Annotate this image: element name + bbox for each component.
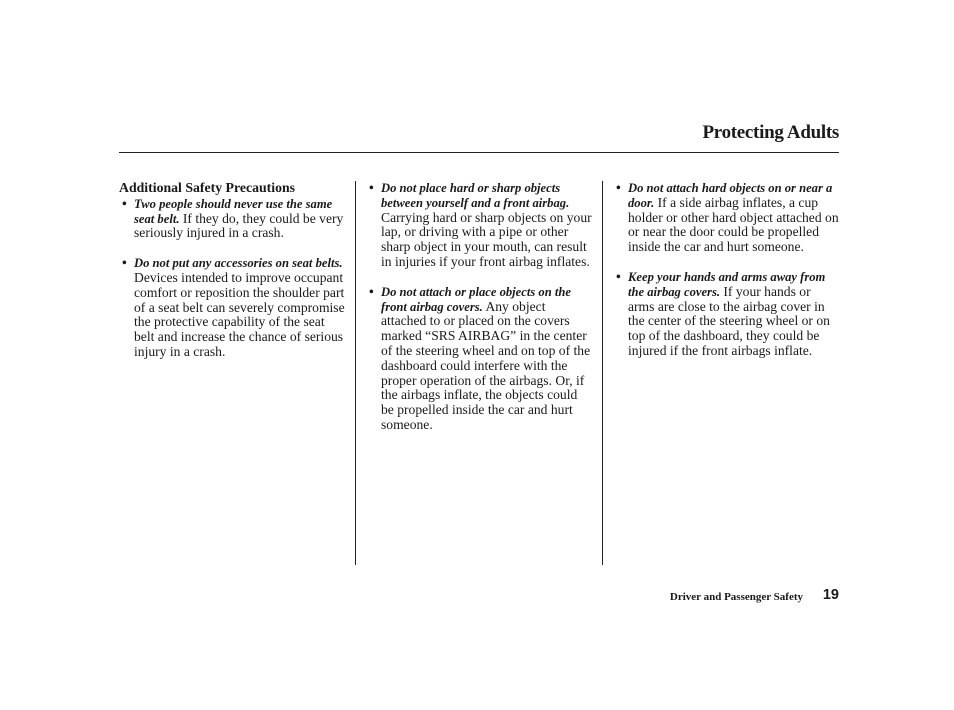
list-item <box>119 197 345 241</box>
list-item <box>613 270 839 359</box>
column-2 <box>366 181 592 448</box>
precaution-list <box>119 197 345 360</box>
column-divider <box>602 181 603 565</box>
footer-section-title: Driver and Passenger Safety <box>669 591 803 603</box>
page-number: 19 <box>822 587 839 603</box>
list-item <box>119 256 345 360</box>
column-divider <box>355 181 356 565</box>
bullet-text: If your hands or arms are close to the airbag cover in the center of the steering wheel or on top of the dashboard, they could be injured if the front airbags inflate. <box>628 283 830 358</box>
bullet-lead: Do not attach or place objects on the front airbag covers. <box>381 284 571 314</box>
precaution-list <box>613 181 839 359</box>
bullet-lead: Keep your hands and arms away from the airbag covers. <box>628 269 826 299</box>
list-item <box>366 285 592 433</box>
bullet-lead: Do not attach hard objects on or near a door. <box>628 181 833 210</box>
bullet-icon: • <box>122 195 127 211</box>
list-item <box>613 181 839 255</box>
bullet-text: Devices intended to improve occupant comfort or reposition the shoulder part of a seat belt can severely compromise the protective capability of the seat belt and increase the chance of serious injury in a crash. <box>134 269 345 359</box>
bullet-lead: Do not place hard or sharp objects between yourself and a front airbag. <box>381 181 570 210</box>
bullet-icon: • <box>616 180 621 195</box>
bullet-lead: Do not put any accessories on seat belts. <box>134 256 343 271</box>
section-heading: Additional Safety Precautions <box>119 180 296 195</box>
precaution-list <box>366 181 592 433</box>
bullet-icon: • <box>616 268 621 284</box>
column-3 <box>613 181 839 374</box>
column-1 <box>119 181 345 375</box>
bullet-icon: • <box>369 180 374 195</box>
bullet-text: If they do, they could be very seriously injured in a crash. <box>134 210 344 241</box>
bullet-icon: • <box>369 283 374 299</box>
title-rule <box>119 152 839 153</box>
page-title: Protecting Adults <box>702 122 839 143</box>
list-item <box>366 181 592 270</box>
bullet-lead: Two people should never use the same seat belt. <box>134 196 333 226</box>
bullet-text: Any object attached to or placed on the covers marked “SRS AIRBAG” in the center of the steering wheel and on top of the dashboard could interfere with the proper operation of the airbags. Or, if the airbags inflate, the objects could be propelled inside the car and hurt someone. <box>381 298 591 432</box>
bullet-icon: • <box>122 255 127 271</box>
bullet-text: If a side airbag inflates, a cup holder or other hard object attached on or near the door could be propelled inside the car and hurt someone. <box>628 194 839 255</box>
bullet-text: Carrying hard or sharp objects on your lap, or driving with a pipe or other sharp object in your mouth, can result in injuries if your front airbag inflates. <box>381 209 592 269</box>
